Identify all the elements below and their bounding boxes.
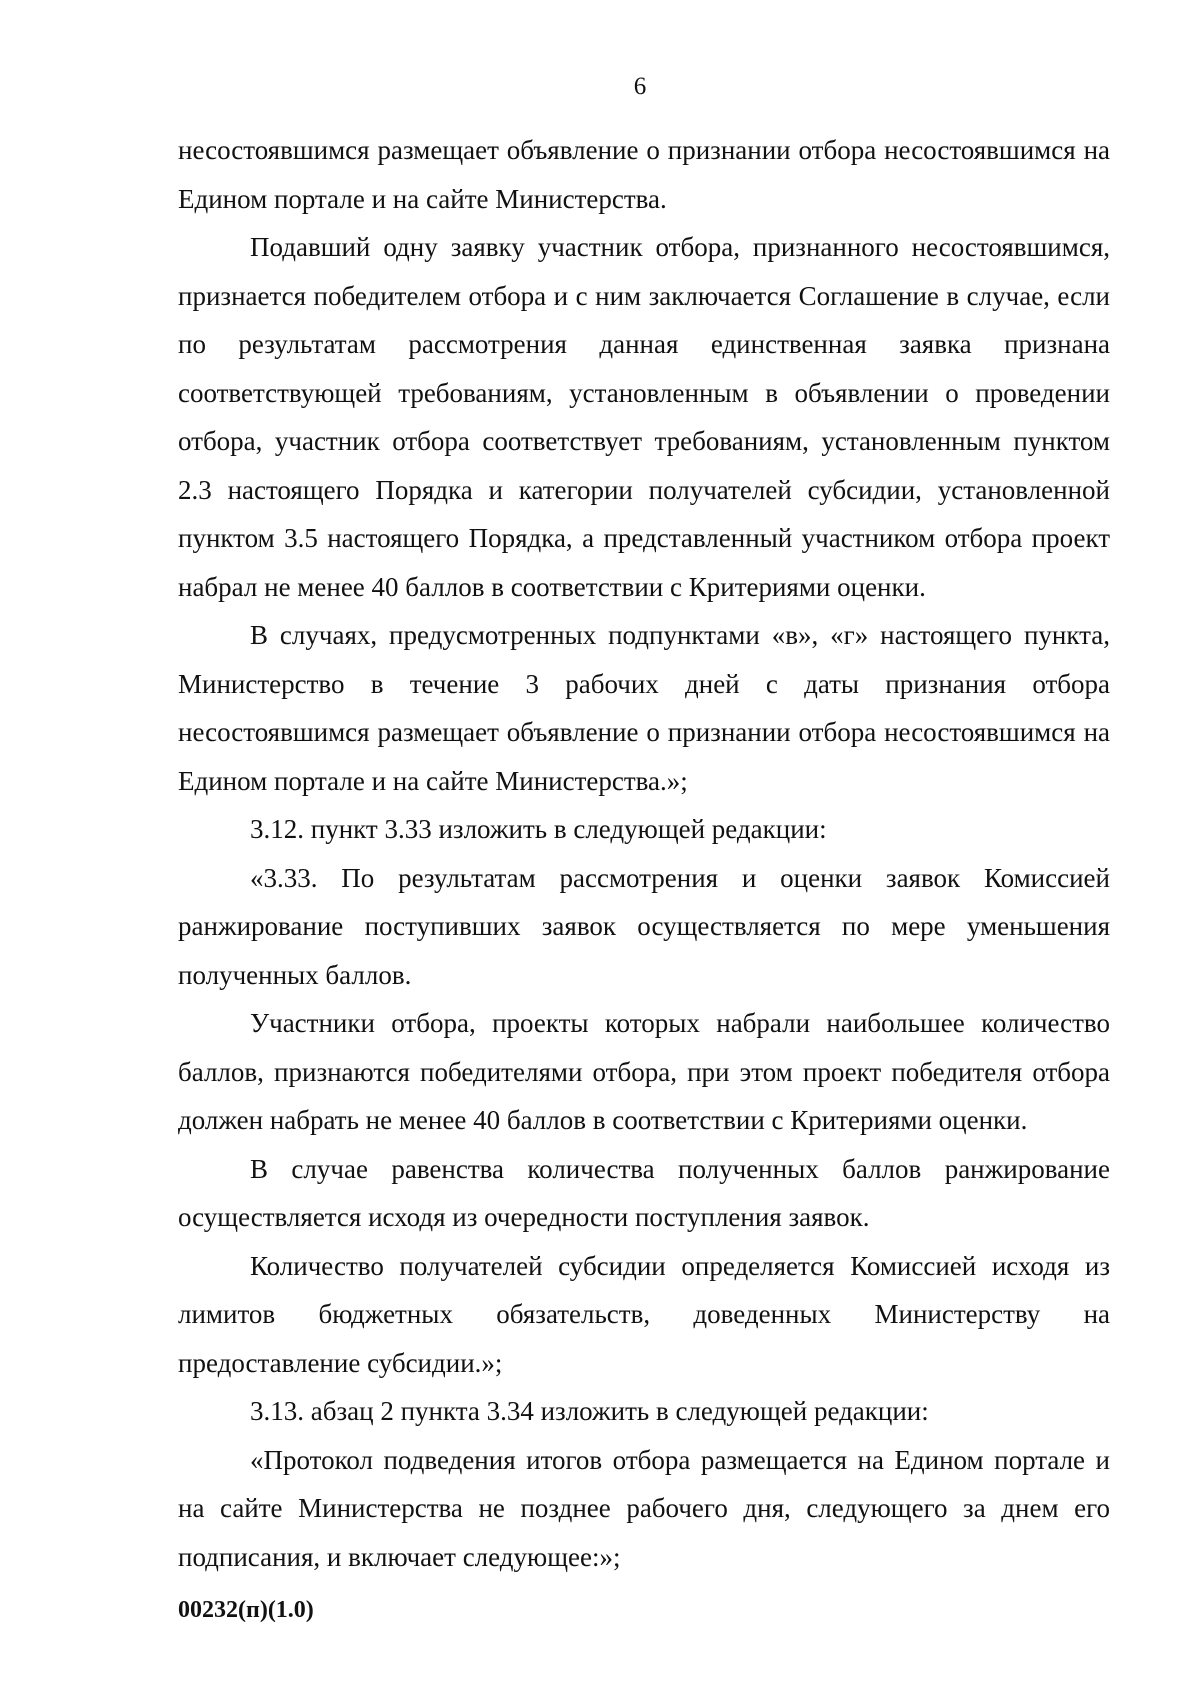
document-body — [178, 126, 1110, 1581]
paragraph-recipients-count: Количество получателей субсидии определяется Комиссией исходя из лимитов бюджетных обязательств, доведенных Министерству на предоставление субсидии.»; — [178, 1250, 1110, 1378]
paragraph-amendment-3-13: 3.13. абзац 2 пункта 3.34 изложить в следующей редакции: — [250, 1396, 929, 1426]
document-code: 00232(п)(1.0) — [178, 1597, 314, 1623]
paragraph-winner-single-application: Подавший одну заявку участник отбора, признанного несостоявшимся, признается победителем отбора и с ним заключается Соглашение в случае, если по результатам рассмотрения данная единственная заявка признана соответствующей требованиям, установленным в объявлении о проведении отбора, участник отбора соответствует требованиям, установленным пунктом 2.3 настоящего Порядка и категории получателей субсидии, установленной пунктом 3.5 настоящего Порядка, а представленный участником отбора проект набрал не менее 40 баллов в соответствии с Критериями оценки. — [178, 232, 1110, 602]
paragraph-clause-3-33: «3.33. По результатам рассмотрения и оценки заявок Комиссией ранжирование поступивших заявок осуществляется по мере уменьшения полученных баллов. — [178, 862, 1110, 990]
paragraph-equal-scores: В случае равенства количества полученных баллов ранжирование осуществляется исходя из очередности поступления заявок. — [178, 1153, 1110, 1232]
paragraph-amendment-3-12: 3.12. пункт 3.33 изложить в следующей редакции: — [250, 814, 827, 844]
paragraph-winners: Участники отбора, проекты которых набрали наибольшее количество баллов, признаются победителями отбора, при этом проект победителя отбора должен набрать не менее 40 баллов в соответствии с Критериями оценки. — [178, 1008, 1110, 1135]
paragraph-continuation: несостоявшимся размещает объявление о признании отбора несостоявшимся на Едином портале и на сайте Министерства. — [178, 135, 1110, 214]
page-number: 6 — [633, 73, 647, 100]
paragraph-failed-selection-notice: В случаях, предусмотренных подпунктами «в», «г» настоящего пункта, Министерство в течение 3 рабочих дней с даты признания отбора несостоявшимся размещает объявление о признании отбора несостоявшимся на Едином портале и на сайте Министерства.»; — [178, 620, 1110, 796]
paragraph-protocol: «Протокол подведения итогов отбора размещается на Едином портале и на сайте Министерства не позднее рабочего дня, следующего за днем его подписания, и включает следующее:»; — [178, 1444, 1110, 1572]
